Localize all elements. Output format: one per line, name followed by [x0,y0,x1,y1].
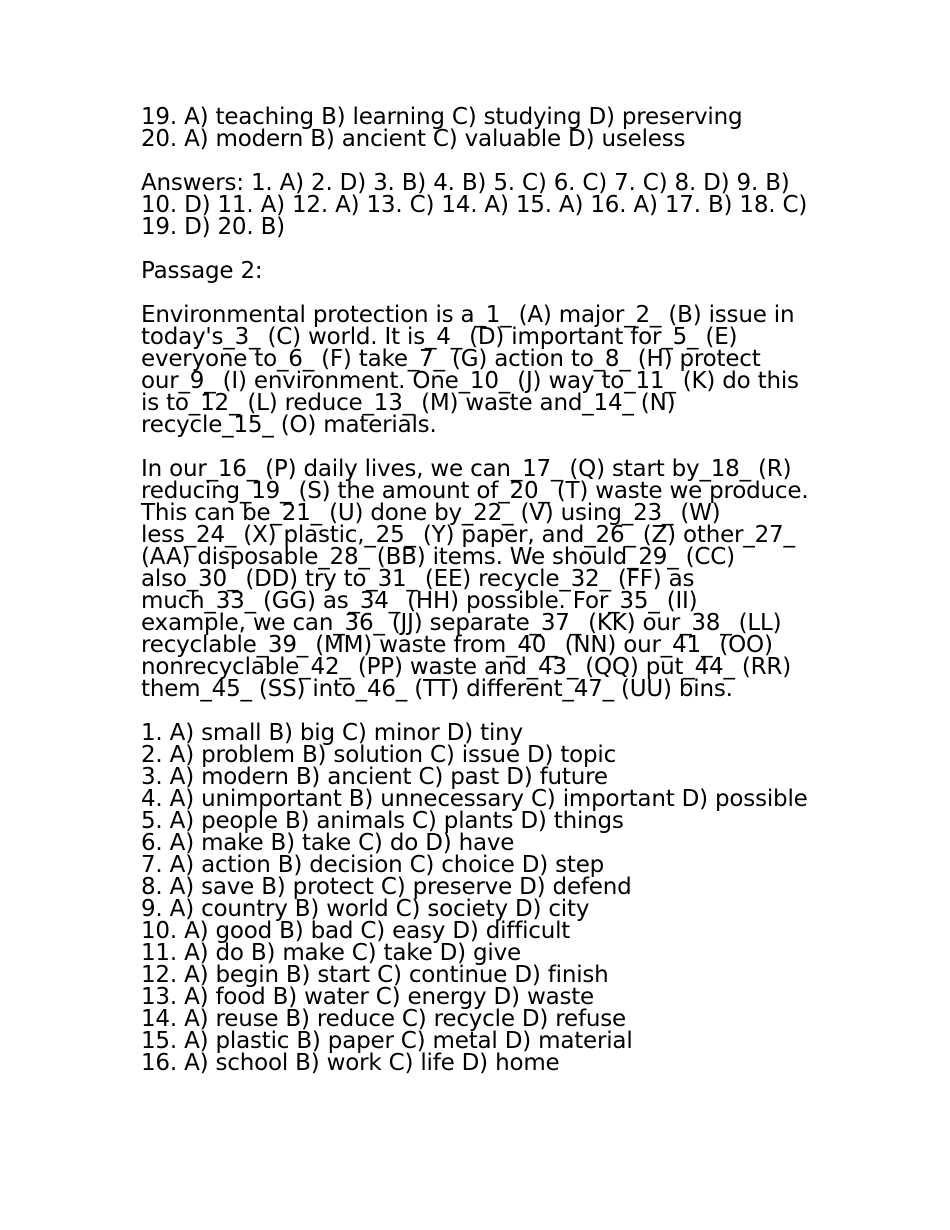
answers-paragraph: Answers: 1. A) 2. D) 3. B) 4. B) 5. C) 6. C) 7. C) 8. D) 9. B) 10. D) 11. A) 12. A) 13. C) 14. A) 15. A) 16. A) 17. B) 18. C) 19. D) 20. B) [141,170,808,240]
paragraph-gap [141,282,809,304]
question-line-6: 6. A) make B) take C) do D) have [141,830,515,856]
question-line-2: 2. A) problem B) solution C) issue D) topic [141,742,617,768]
question-line-9: 9. A) country B) world C) society D) city [141,896,590,922]
question-line-10: 10. A) good B) bad C) easy D) difficult [141,918,571,944]
question-line-13: 13. A) food B) water C) energy D) waste [141,984,595,1010]
question-line-15: 15. A) plastic B) paper C) metal D) material [141,1028,633,1054]
question-line-16: 16. A) school B) work C) life D) home [141,1050,560,1076]
question-line-14: 14. A) reuse B) reduce C) recycle D) refuse [141,1006,626,1032]
question-line-11: 11. A) do B) make C) take D) give [141,940,521,966]
question-line-8: 8. A) save B) protect C) preserve D) defend [141,874,632,900]
question-line-12: 12. A) begin B) start C) continue D) finish [141,962,609,988]
question-line-1: 1. A) small B) big C) minor D) tiny [141,720,523,746]
paragraph-gap [141,150,809,172]
option-line-20: 20. A) modern B) ancient C) valuable D) useless [141,126,686,152]
passage-paragraph-2: In our_16_ (P) daily lives, we can_17_ (Q) start by_18_ (R) reducing_19_ (S) the amount of_20_ (T) waste we produce. This can be_21_ (U) done by_22_ (V) using_23_ (W) less_24_ (X) plastic,_25_ (Y) paper, and_26_ (Z) other_27_ (AA) disposable_28_ (BB) items. We should_29_ (CC) also_30_ (DD) try to_31_ (EE) recycle_32_ (FF) as much_33_ (GG) as_34_ (HH) possible. For_35_ (II) example, we can_36_ (JJ) separate_37_ (KK) our_38_ (LL) recyclable_39_ (MM) waste from_40_ (NN) our_41_ (OO) nonrecyclable_42_ (PP) waste and_43_ (QQ) put_44_ (RR) them_45_ (SS) into_46_ (TT) different_47_ (UU) bins. [141,456,809,702]
question-line-7: 7. A) action B) decision C) choice D) step [141,852,605,878]
question-line-3: 3. A) modern B) ancient C) past D) future [141,764,608,790]
passage-label: Passage 2: [141,258,263,284]
option-line-19: 19. A) teaching B) learning C) studying D) preserving [141,104,743,130]
paragraph-gap [141,238,809,260]
paragraph-gap [141,700,809,722]
paragraph-gap [141,436,809,458]
question-line-5: 5. A) people B) animals C) plants D) things [141,808,624,834]
question-line-4: 4. A) unimportant B) unnecessary C) important D) possible [141,786,808,812]
passage-paragraph-1: Environmental protection is a_1_ (A) major_2_ (B) issue in today's_3_ (C) world. It is_4_ (D) important for_5_ (E) everyone to_6_ (F) take_7_ (G) action to_8_ (H) protect our_9_ (I) environment. One_10_ (J) way to_11_ (K) do this is to_12_ (L) reduce_13_ (M) waste and_14_ (N) recycle_15_ (O) materials. [141,302,799,438]
document-page [141,106,809,1074]
